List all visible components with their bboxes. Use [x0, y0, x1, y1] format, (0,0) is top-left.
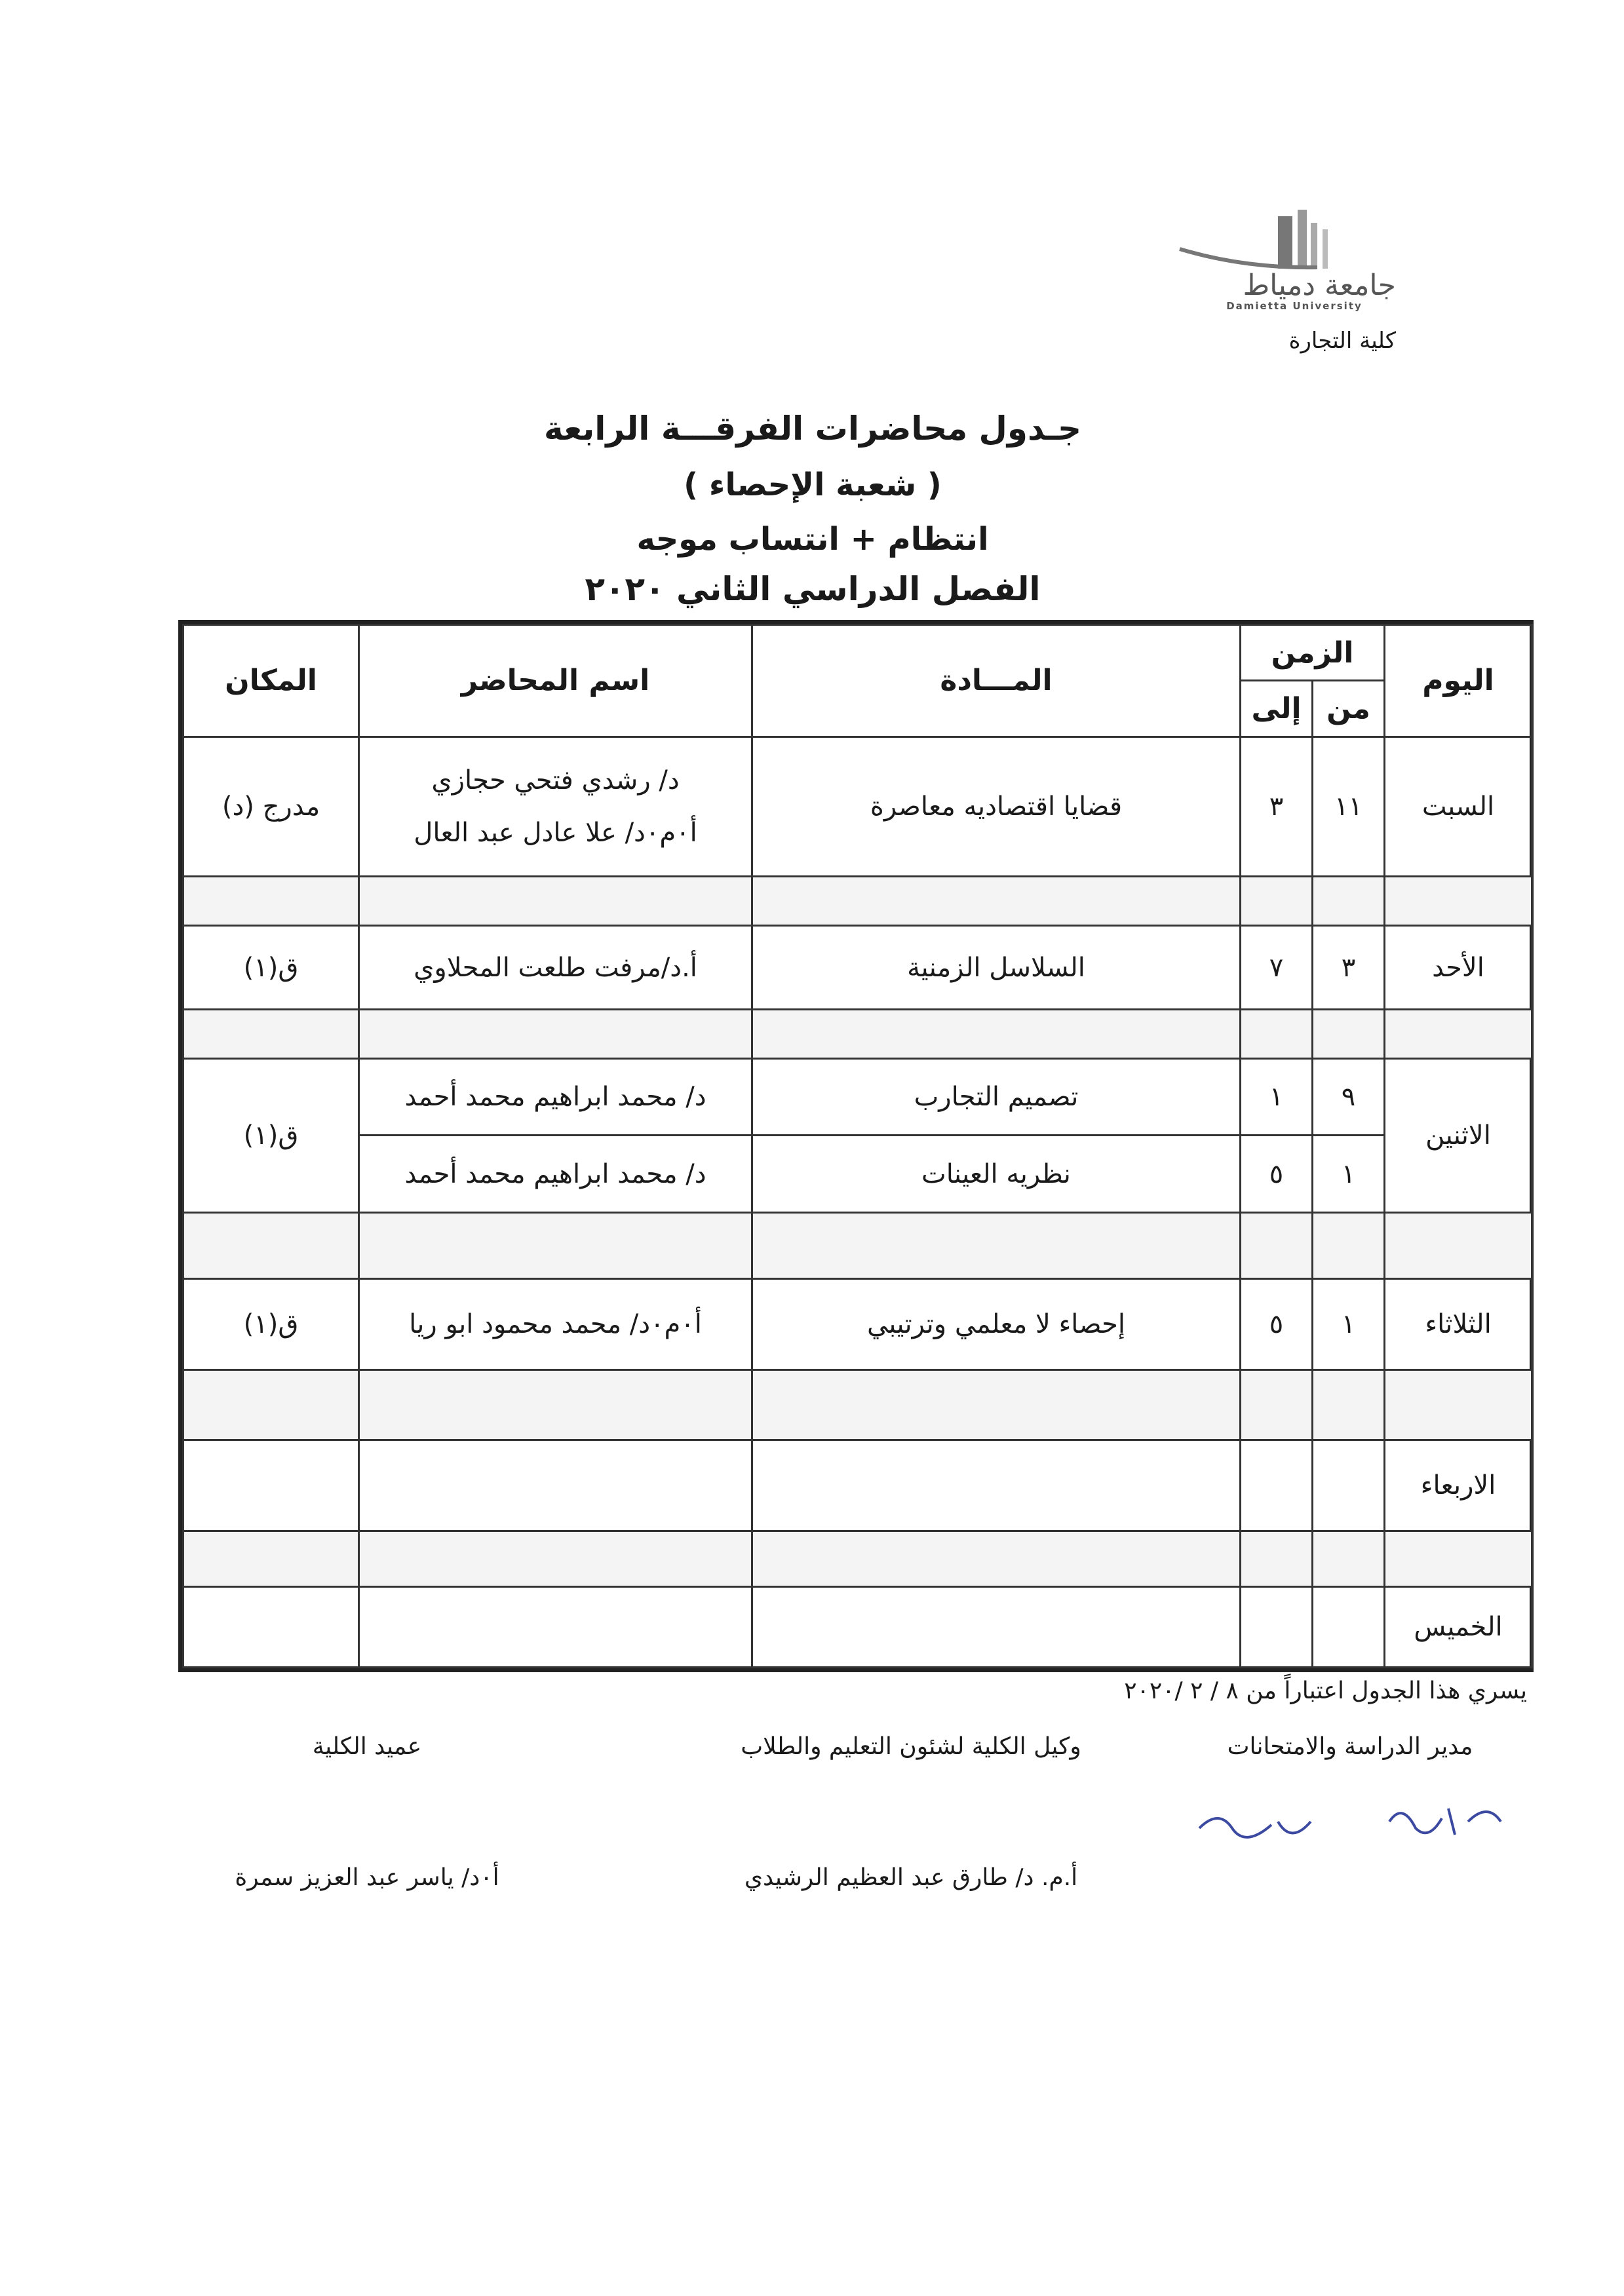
header-lecturer: اسم المحاضر [359, 625, 752, 737]
table-row [184, 1136, 1532, 1212]
subject: قضايا اقتصاديه معاصرة [752, 737, 1241, 877]
time-from: ٩ [1313, 1058, 1385, 1135]
table-row [184, 737, 1532, 877]
schedule-table [178, 620, 1534, 1672]
lecturer: د/ محمد ابراهيم محمد أحمد [359, 1058, 752, 1135]
logo-subtext: Damietta University [1226, 300, 1363, 312]
logo-wordmark: جامعة دمياط [1243, 269, 1396, 302]
handwritten-signatures [1180, 1782, 1520, 1861]
day-thursday: الخميس [1385, 1587, 1532, 1668]
place: مدرج (د) [184, 737, 359, 877]
separator-row [184, 877, 1532, 926]
director-role: مدير الدراسة والامتحانات [1227, 1733, 1473, 1760]
lecturer [359, 737, 752, 877]
lecturer: أ.د/مرفت طلعت المحلاوي [359, 926, 752, 1010]
table-row [184, 1279, 1532, 1370]
vice-dean-role: وكيل الكلية لشئون التعليم والطلاب [741, 1733, 1081, 1760]
time-from: ١ [1313, 1279, 1385, 1370]
day-tuesday: الثلاثاء [1385, 1279, 1532, 1370]
dean-name: أ٠د/ ياسر عبد العزيز سمرة [235, 1864, 499, 1891]
table-row [184, 926, 1532, 1010]
separator-row [184, 1370, 1532, 1440]
header-day: اليوم [1385, 625, 1532, 737]
effective-date-note: يسري هذا الجدول اعتباراً من ٨ / ٢ /٢٠٢٠ [1124, 1677, 1527, 1704]
subject: السلاسل الزمنية [752, 926, 1241, 1010]
header-to: إلى [1241, 681, 1313, 737]
separator-row [184, 1212, 1532, 1278]
study-mode: انتظام + انتساب موجه [636, 521, 989, 558]
day-sunday: الأحد [1385, 926, 1532, 1010]
time-to: ٧ [1241, 926, 1313, 1010]
dean-role: عميد الكلية [312, 1733, 422, 1760]
department-title: ( شعبة الإحصاء ) [684, 467, 942, 503]
time-to: ١ [1241, 1058, 1313, 1135]
header-place: المكان [184, 625, 359, 737]
time-from: ١ [1313, 1136, 1385, 1212]
subject: إحصاء لا معلمي وترتيبي [752, 1279, 1241, 1370]
time-to: ٣ [1241, 737, 1313, 877]
header-time: الزمن [1241, 625, 1385, 681]
day-saturday: السبت [1385, 737, 1532, 877]
table-header-row [184, 625, 1532, 681]
separator-row [184, 1010, 1532, 1059]
lecturer: د/ محمد ابراهيم محمد أحمد [359, 1136, 752, 1212]
header-subject: المـــادة [752, 625, 1241, 737]
table-row [184, 1440, 1532, 1531]
day-monday: الاثنين [1385, 1058, 1532, 1212]
lecturer: أ٠م٠د/ محمد محمود ابو ريا [359, 1279, 752, 1370]
time-from: ١١ [1313, 737, 1385, 877]
vice-dean-name: أ.م. د/ طارق عبد العظيم الرشيدي [744, 1864, 1078, 1891]
table-row [184, 1058, 1532, 1135]
faculty-name: كلية التجارة [1288, 328, 1396, 354]
time-to: ٥ [1241, 1136, 1313, 1212]
place: ق(١) [184, 926, 359, 1010]
page-title: جـدول محاضرات الفرقـــة الرابعة [543, 410, 1082, 448]
day-wednesday: الاربعاء [1385, 1440, 1532, 1531]
subject: تصميم التجارب [752, 1058, 1241, 1135]
separator-row [184, 1531, 1532, 1586]
place: ق(١) [184, 1279, 359, 1370]
time-from: ٣ [1313, 926, 1385, 1010]
lecturer-2: أ٠م٠د/ علا عادل عبد العال [414, 818, 697, 849]
lecturer-1: د/ رشدي فتحي حجازي [431, 765, 680, 796]
time-to: ٥ [1241, 1279, 1313, 1370]
header-from: من [1313, 681, 1385, 737]
term-title: الفصل الدراسي الثاني ٢٠٢٠ [585, 570, 1041, 608]
table-row [184, 1587, 1532, 1668]
place: ق(١) [184, 1058, 359, 1212]
subject: نظريه العينات [752, 1136, 1241, 1212]
